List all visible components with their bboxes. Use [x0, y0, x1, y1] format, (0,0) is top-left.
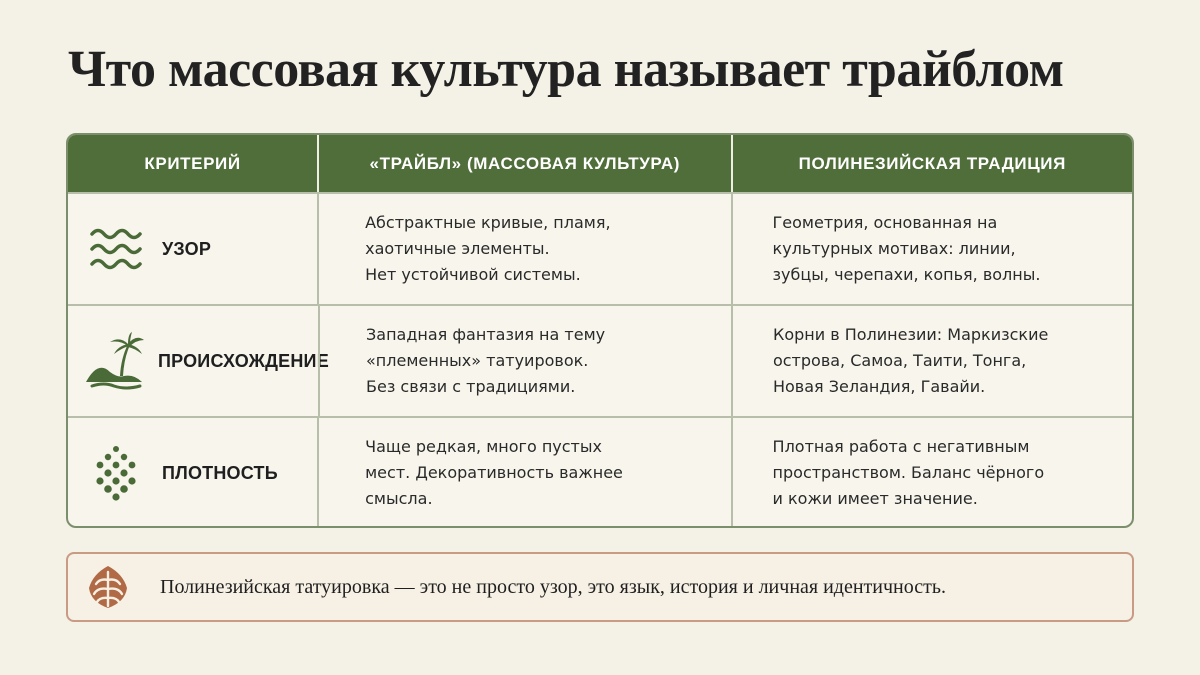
cell-line: Западная фантазия на тему: [366, 325, 606, 344]
cell-line: Плотная работа с негативным: [772, 437, 1030, 456]
criterion-label: ПРОИСХОЖДЕНИЕ: [158, 350, 329, 371]
leaf-icon: [82, 561, 134, 613]
cell-line: хаотичные элементы.: [365, 239, 550, 258]
table-header: [68, 135, 1132, 192]
summary-text: Полинезийская татуировка — это не просто узор, это язык, история и личная идентичность.: [160, 575, 946, 598]
polynesian-cell: [731, 418, 1132, 528]
cell-line: и кожи имеет значение.: [772, 489, 978, 508]
cell-line: пространством. Баланс чёрного: [772, 463, 1045, 482]
wave-pattern-icon: [84, 217, 148, 281]
polynesian-cell: [731, 194, 1132, 304]
mass-culture-cell: [317, 418, 730, 528]
cell-line: культурных мотивах: линии,: [772, 239, 1016, 258]
cell-line: Геометрия, основанная на: [772, 213, 998, 232]
cell-line: смысла.: [365, 489, 433, 508]
cell-line: острова, Самоа, Таити, Тонга,: [772, 351, 1027, 370]
table-row: [68, 304, 1132, 416]
criterion-label: ПЛОТНОСТЬ: [162, 462, 278, 483]
mass-culture-cell: [318, 306, 731, 416]
cell-line: зубцы, черепахи, копья, волны.: [772, 265, 1041, 284]
criterion-label: УЗОР: [162, 238, 212, 259]
page-title: Что массовая культура называет трайблом: [68, 41, 1064, 98]
cell-line: «племенных» татуировок.: [366, 351, 589, 370]
cell-line: Нет устойчивой системы.: [365, 265, 581, 284]
cell-line: Корни в Полинезии: Маркизские: [772, 325, 1049, 344]
cell-line: Без связи с традициями.: [366, 377, 576, 396]
table-row: [68, 416, 1132, 528]
header-polynesian: ПОЛИНЕЗИЙСКАЯ ТРАДИЦИЯ: [731, 135, 1133, 192]
cell-line: мест. Декоративность важнее: [365, 463, 623, 482]
island-palm-icon: [84, 329, 144, 393]
cell-line: Чаще редкая, много пустых: [365, 437, 602, 456]
cell-line: Абстрактные кривые, пламя,: [365, 213, 611, 232]
dot-pattern-icon: [84, 441, 148, 505]
polynesian-cell: [731, 306, 1132, 416]
comparison-table: [66, 133, 1134, 528]
cell-line: Новая Зеландия, Гавайи.: [772, 377, 986, 396]
mass-culture-cell: [317, 194, 730, 304]
criterion-cell: [68, 194, 317, 304]
header-criterion: КРИТЕРИЙ: [144, 153, 241, 173]
criterion-cell: [68, 306, 329, 416]
summary-note: [66, 552, 1134, 622]
header-mass-culture: «ТРАЙБЛ» (МАССОВАЯ КУЛЬТУРА): [317, 135, 730, 192]
criterion-cell: [68, 418, 317, 528]
table-row: [68, 192, 1132, 304]
